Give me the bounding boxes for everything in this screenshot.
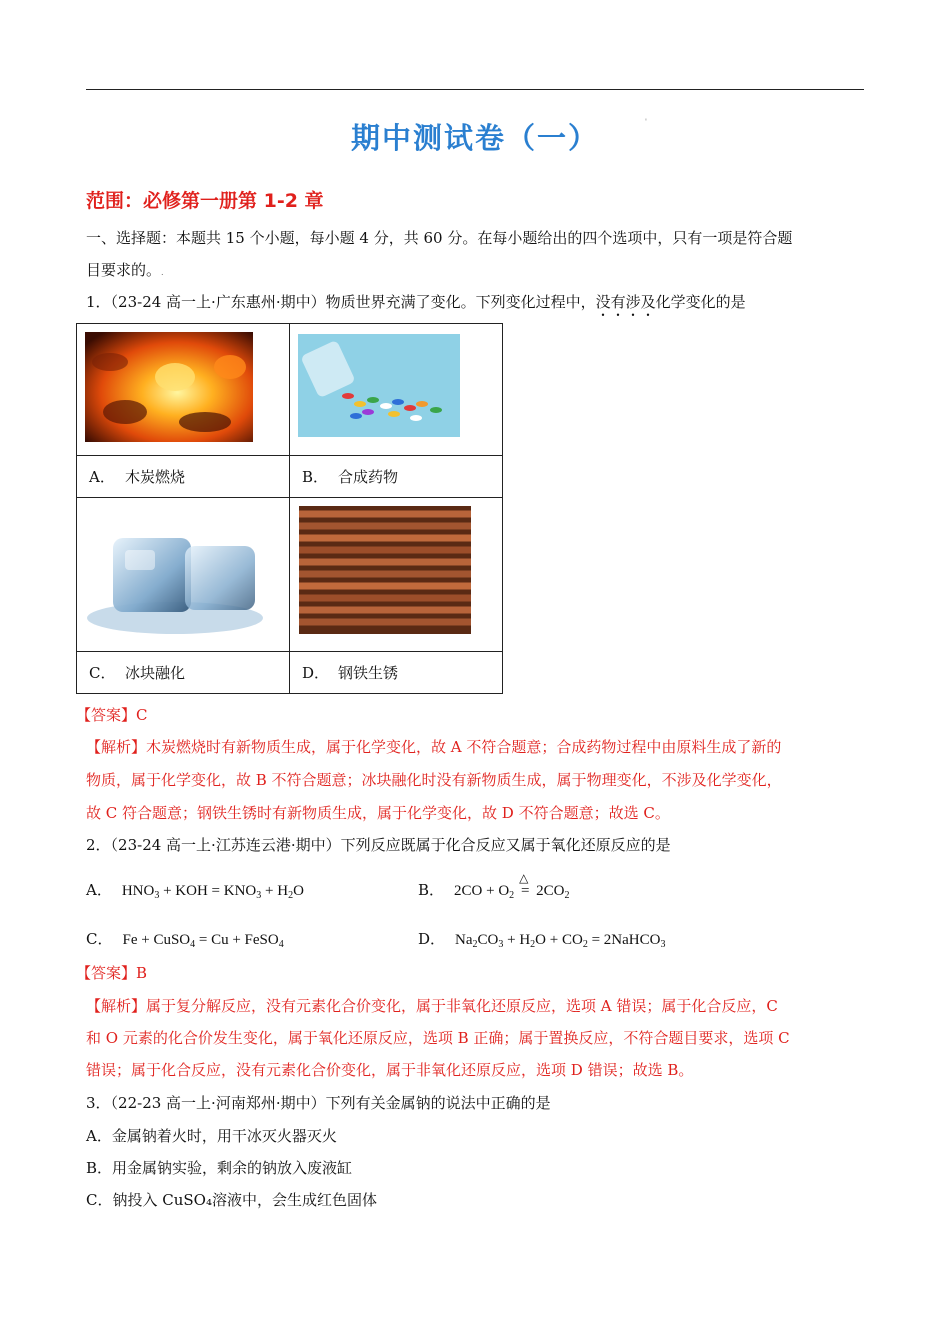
q1-option-b-letter: B． [302,468,329,486]
q1-stem [86,286,866,320]
q2-option-c-equation: Fe + CuSO$_4$ = Cu + FeSO$_4$ [122,932,284,950]
q1-option-b-image-cell [290,324,503,456]
q1-option-d-letter: D． [302,664,330,682]
q2-option-d-equation: $Na_2CO_3 + H_2O + CO_2$ = 2NaHCO$_3$ [455,932,666,950]
q1-option-d-image-cell [290,498,503,652]
q1-option-b-label [290,456,503,498]
section-instructions-line2: 目要求的。. [86,261,164,279]
q1-option-a-label [77,456,290,498]
q1-options-table [76,323,503,694]
pills-image [298,334,460,437]
q1-option-a-image-cell [77,324,290,456]
q2-option-a-letter: A． [86,881,112,899]
q2-option-a-equation: $HNO_3$ + KOH = $KNO_3 + H_2O$ [121,883,304,901]
q3-option-b: B．用金属钠实验，剩余的钠放入废液缸 [86,1159,353,1177]
q3-stem: 3．（22-23 高一上·河南郑州·期中）下列有关金属钠的说法中正确的是 [86,1094,551,1112]
q1-stem-post: 化学变化的是 [655,293,746,311]
section-instructions-line1: 一、选择题：本题共 15 个小题，每小题 4 分，共 60 分。在每小题给出的四个选项中，只有一项是符合题 [86,229,793,247]
section-instructions-text: 目要求的。 [86,261,162,279]
q3-option-a: A．金属钠着火时，用干冰灭火器灭火 [86,1127,337,1145]
q1-stem-emphasis: 没有涉及 [595,293,656,311]
burning-charcoal-image [85,332,253,442]
q1-option-d-label [290,652,503,694]
q2-option-b-equation: $2CO + O_2$ = △ $2CO_2$ [454,871,570,901]
q1-option-c-letter: C． [89,664,116,682]
tiny-mark: ' [645,118,647,126]
scope-heading: 范围：必修第一册第 1-2 章 [86,190,324,212]
q2-option-d [418,928,665,950]
q3-option-c: C．钠投入 CuSO₄溶液中，会生成红色固体 [86,1191,377,1209]
ice-cubes-image [85,510,265,638]
q2-option-b-letter: B． [418,881,445,899]
q2-stem: 2．（23-24 高一上·江苏连云港·期中）下列反应既属于化合反应又属于氧化还原反应的是 [86,836,671,854]
q2-option-c-letter: C． [86,930,113,948]
q2-analysis-line2: 和 O 元素的化合价发生变化，属于氧化还原反应，选项 B 正确；属于置换反应，不符合题目要求，选项 C [86,1029,790,1047]
q2-answer: 【答案】B [76,964,148,982]
q1-option-a-letter: A． [89,468,115,486]
q1-option-a-text: 木炭燃烧 [125,468,186,486]
q1-analysis-line1: 【解析】木炭燃烧时有新物质生成，属于化学变化，故 A 不符合题意；合成药物过程中由原料生成了新的 [86,738,782,756]
q1-option-b-text: 合成药物 [338,468,399,486]
q1-option-c-image-cell [77,498,290,652]
q1-option-c-label [77,652,290,694]
q2-option-d-letter: D． [418,930,446,948]
q2-analysis-line1: 【解析】属于复分解反应，没有元素化合价变化，属于非氧化还原反应，选项 A 错误；属于化合反应，C [86,997,778,1015]
page-title: 期中测试卷（一） [350,121,599,155]
q2-option-b [418,871,570,901]
q2-option-c [86,928,284,950]
q2-option-a [86,879,304,901]
q1-option-d-text: 钢铁生锈 [338,664,399,682]
top-rule [86,89,864,90]
q1-analysis-line3: 故 C 符合题意；钢铁生锈时有新物质生成，属于化学变化，故 D 不符合题意；故选 C。 [86,804,670,822]
q2-analysis-line3: 错误；属于化合反应，没有元素化合价变化，属于非氧化还原反应，选项 D 错误；故选 B。 [86,1061,694,1079]
rusted-steel-image [299,506,471,634]
q1-answer: 【答案】C [76,706,148,724]
q1-option-c-text: 冰块融化 [125,664,186,682]
q1-analysis-line2: 物质，属于化学变化，故 B 不符合题意；冰块融化时没有新物质生成，属于物理变化，不涉及化学变化， [86,771,782,789]
q1-stem-pre: 1．（23-24 高一上·广东惠州·期中）物质世界充满了变化。下列变化过程中， [86,293,596,311]
